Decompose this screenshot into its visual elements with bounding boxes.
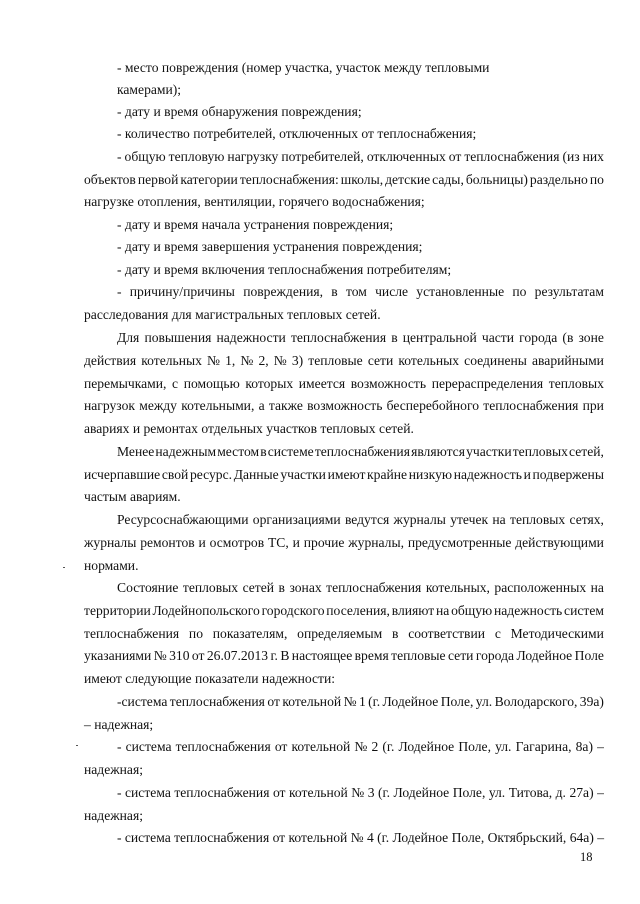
word: помощью [183, 376, 240, 391]
word: надежность [453, 467, 522, 482]
word: котельных [398, 353, 460, 368]
word: - [117, 739, 122, 754]
word: тепловых [182, 580, 239, 595]
word: исчерпавшие [84, 467, 161, 482]
word: – [597, 739, 604, 754]
page-number: 18 [580, 850, 593, 864]
word: теплоснабжения [84, 626, 180, 641]
word: показателям, [212, 626, 288, 641]
text-line-justified [117, 284, 604, 300]
word: систем [564, 603, 604, 618]
word: крайне [367, 467, 408, 482]
word: в [260, 444, 267, 459]
word: 4 [366, 830, 374, 845]
word: местом [217, 444, 260, 459]
text-line-justified [84, 648, 604, 664]
word: том [345, 284, 367, 299]
text-line: частым авариям. [84, 489, 181, 504]
word: определяемым [297, 626, 383, 641]
word: соединены [464, 353, 527, 368]
word: ведутся [344, 512, 390, 527]
text-line: надежная; [84, 762, 143, 777]
word: - [117, 830, 122, 845]
word: поселения, [326, 603, 390, 618]
word: № [273, 353, 287, 368]
word: теплоснабжения [326, 580, 422, 595]
word: участки [280, 467, 326, 482]
word: 27а) [569, 785, 594, 800]
word: котельных [141, 353, 202, 368]
word: утечек [450, 512, 489, 527]
word: теплоснабжения [169, 694, 265, 709]
word: Октябрьский, [487, 830, 567, 845]
word: Титова, [508, 785, 553, 800]
word: действия [84, 353, 137, 368]
word: тепловых [548, 376, 604, 391]
word: -система [117, 694, 168, 709]
word: по [512, 284, 527, 299]
text-line-justified [84, 376, 604, 392]
text-line: – надежная; [84, 717, 154, 732]
word: от [191, 648, 205, 663]
word: - [117, 284, 122, 299]
word: на [435, 603, 450, 618]
word: 39а) [579, 694, 604, 709]
word: от [274, 739, 288, 754]
word: в [331, 284, 338, 299]
word: Ресурсоснабжающими [117, 512, 249, 527]
word: прочие [303, 535, 345, 550]
word: теплоснабжения [464, 149, 560, 164]
text-line: надежная; [84, 808, 143, 823]
text-line-justified [84, 172, 604, 188]
word: с [172, 376, 179, 391]
word: тепловые [391, 648, 446, 663]
word: которых [245, 376, 294, 391]
word: на [590, 580, 604, 595]
word: в [392, 626, 399, 641]
word: потребителей, [281, 149, 364, 164]
word: система [124, 830, 171, 845]
text-line: нормами. [84, 558, 139, 573]
word: - [117, 785, 122, 800]
word: городского [261, 603, 325, 618]
word: 26.07.2013 [206, 648, 269, 663]
word: 2 [371, 739, 379, 754]
word: соответствии [408, 626, 486, 641]
word: – [597, 830, 604, 845]
text-line: авариях и ремонтах отдельных участков тепловых сетей. [84, 421, 414, 436]
word: сады, [432, 172, 464, 187]
word: Поле, [440, 694, 474, 709]
word: – [597, 785, 604, 800]
word: ремонтов [140, 535, 195, 550]
word: бесперебойного [386, 398, 480, 413]
word: 310 [169, 648, 190, 663]
word: Гагарина, [515, 739, 572, 754]
word: Менее [117, 444, 155, 459]
word: ул. [488, 785, 506, 800]
word: № [153, 648, 167, 663]
word: расположенных [494, 580, 587, 595]
word: в [278, 580, 285, 595]
word: действующими [515, 535, 604, 550]
word: № [351, 785, 365, 800]
word: и [292, 535, 300, 550]
word: осмотров [209, 535, 265, 550]
word: них [582, 149, 604, 164]
text-line-justified [117, 694, 604, 710]
word: организациями [252, 512, 341, 527]
word: свой [161, 467, 189, 482]
word: теплоснабжения [175, 739, 271, 754]
word: числе [375, 284, 409, 299]
word: и [198, 535, 206, 550]
word: Данные [233, 467, 279, 482]
word: по [589, 172, 604, 187]
word: (г. [382, 739, 395, 754]
word: по [188, 626, 203, 641]
word: ресурс. [189, 467, 233, 482]
text-line-justified [84, 467, 604, 483]
word: сетей, [569, 444, 604, 459]
word: от [448, 149, 462, 164]
text-line-justified [117, 512, 604, 528]
word: установленные [416, 284, 505, 299]
text-line-justified [84, 603, 604, 619]
word: причину/причины [129, 284, 235, 299]
word: сетей [242, 580, 275, 595]
word: предусмотренные [407, 535, 512, 550]
word: система [125, 785, 171, 800]
word: центральной [402, 330, 477, 345]
word: котельной [291, 739, 351, 754]
word: 3) [291, 353, 304, 368]
word: нагрузок [84, 398, 135, 413]
word: а [258, 398, 265, 413]
word: от [272, 785, 286, 800]
word: В [280, 648, 290, 663]
word: теплоснабжения [174, 830, 270, 845]
word: раздельно [529, 172, 588, 187]
word: от [267, 694, 280, 709]
word: Поле, [451, 830, 485, 845]
word: ТС, [268, 535, 289, 550]
word: детские [385, 172, 431, 187]
word: перемычками, [84, 376, 167, 391]
word: Поле, [452, 785, 486, 800]
text-line-justified [117, 830, 604, 846]
text-line-justified [117, 444, 604, 460]
word: на [492, 512, 506, 527]
word: котельной [282, 694, 342, 709]
word: имеется [298, 376, 346, 391]
word: тепловых [510, 512, 566, 527]
word: (в [562, 330, 574, 345]
word: сети [447, 648, 474, 663]
text-line-justified [117, 149, 604, 165]
word: зонах [289, 580, 322, 595]
text-line-justified [84, 535, 604, 551]
word: возможность [350, 376, 427, 391]
word: г. [270, 648, 278, 663]
word: котельными, [181, 398, 255, 413]
word: общую [451, 603, 493, 618]
word: № [207, 353, 221, 368]
scan-speck [63, 567, 65, 568]
word: также [268, 398, 303, 413]
word: ул. [495, 739, 512, 754]
word: имеют [327, 467, 366, 482]
word: сети [367, 353, 394, 368]
text-line: - дату и время начала устранения повреждения; [117, 217, 394, 232]
word: тепловых [512, 444, 568, 459]
word: нагрузку [227, 149, 279, 164]
word: зоне [578, 330, 604, 345]
word: Лодейное [392, 830, 449, 845]
text-line-justified [117, 580, 604, 596]
word: Поле [574, 648, 604, 663]
word: Поле, [458, 739, 491, 754]
word: 1 [358, 694, 366, 709]
word: с [494, 626, 501, 641]
word: больницы) [465, 172, 528, 187]
text-line-justified [117, 739, 604, 755]
word: сетях, [569, 512, 604, 527]
word: при [582, 398, 604, 413]
text-line: имеют следующие показатели надежности: [84, 671, 336, 686]
word: 3 [367, 785, 375, 800]
word: Лодейное [393, 785, 450, 800]
word: теплоснабжения [483, 398, 579, 413]
word: влияют [391, 603, 435, 618]
word: аварийными [532, 353, 604, 368]
word: теплоснабжения [314, 444, 410, 459]
text-line: расследования для магистральных тепловых сетей. [84, 307, 381, 322]
word: Лодейное [382, 694, 439, 709]
word: № [354, 739, 368, 754]
word: надежность [494, 603, 563, 618]
word: территории [84, 603, 151, 618]
word: теплоснабжения [174, 785, 270, 800]
text-line: - дату и время обнаружения повреждения; [117, 104, 362, 119]
word: указаниями [84, 648, 152, 663]
word: 64а) [569, 830, 594, 845]
word: ул. [475, 694, 493, 709]
word: системе [267, 444, 314, 459]
word: теплоснабжения [290, 330, 387, 345]
word: № [240, 353, 254, 368]
word: города [475, 648, 515, 663]
text-line: - дату и время завершения устранения повреждения; [117, 239, 423, 254]
word: надежности [216, 330, 286, 345]
word: (г. [368, 694, 381, 709]
word: 8а) [575, 739, 593, 754]
word: № [350, 830, 364, 845]
text-line-justified [84, 626, 604, 642]
word: являются [411, 444, 465, 459]
word: повреждения, [243, 284, 324, 299]
word: первой [137, 172, 179, 187]
text-line-justified [117, 785, 604, 801]
word: повышения [144, 330, 212, 345]
word: перераспределения [431, 376, 544, 391]
word: 1, [225, 353, 236, 368]
word: настоящее [291, 648, 353, 663]
word: Методическими [510, 626, 604, 641]
word: низкую [408, 467, 453, 482]
word: возможность [307, 398, 383, 413]
scan-speck [76, 745, 78, 746]
word: Для [117, 330, 140, 345]
word: категории [180, 172, 238, 187]
word: время [354, 648, 389, 663]
text-line: - дату и время включения теплоснабжения потребителям; [117, 262, 452, 277]
word: в [391, 330, 398, 345]
text-line-justified [117, 330, 604, 346]
word: участки [466, 444, 512, 459]
word: котельных, [425, 580, 490, 595]
word: 2, [258, 353, 269, 368]
word: котельной [288, 830, 348, 845]
word: котельной [288, 785, 348, 800]
word: (г. [377, 830, 390, 845]
text-line: нагрузке отопления, вентиляции, горячего водоснабжения; [84, 194, 425, 209]
word: Володарского, [494, 694, 578, 709]
word: д. [555, 785, 566, 800]
word: результатам [534, 284, 604, 299]
word: № [343, 694, 357, 709]
text-line-justified [84, 353, 604, 369]
word: города [519, 330, 558, 345]
word: теплоснабжения: [239, 172, 339, 187]
word: объектов [84, 172, 136, 187]
word: журналы [393, 512, 446, 527]
word: журналы [84, 535, 137, 550]
word: надежным [155, 444, 217, 459]
word: от [272, 830, 286, 845]
text-line: камерами); [117, 82, 182, 97]
word: между [139, 398, 177, 413]
text-line-justified [84, 398, 604, 414]
word: отключенных [366, 149, 446, 164]
word: подвержены [532, 467, 604, 482]
word: (г. [378, 785, 390, 800]
word: общую [124, 149, 166, 164]
word: и [523, 467, 531, 482]
word: журналы, [348, 535, 404, 550]
word: Лодейное [516, 648, 573, 663]
text-line: - количество потребителей, отключенных от теплоснабжения; [117, 126, 477, 141]
word: (из [562, 149, 580, 164]
word: Лодейнопольского [152, 603, 260, 618]
word: школы, [340, 172, 384, 187]
word: Состояние [117, 580, 179, 595]
word: система [125, 739, 172, 754]
word: тепловую [168, 149, 225, 164]
word: части [481, 330, 514, 345]
word: Лодейное [398, 739, 455, 754]
text-line: - место повреждения (номер участка, участок между тепловыми [117, 60, 490, 75]
word: - [117, 149, 122, 164]
word: тепловые [308, 353, 363, 368]
